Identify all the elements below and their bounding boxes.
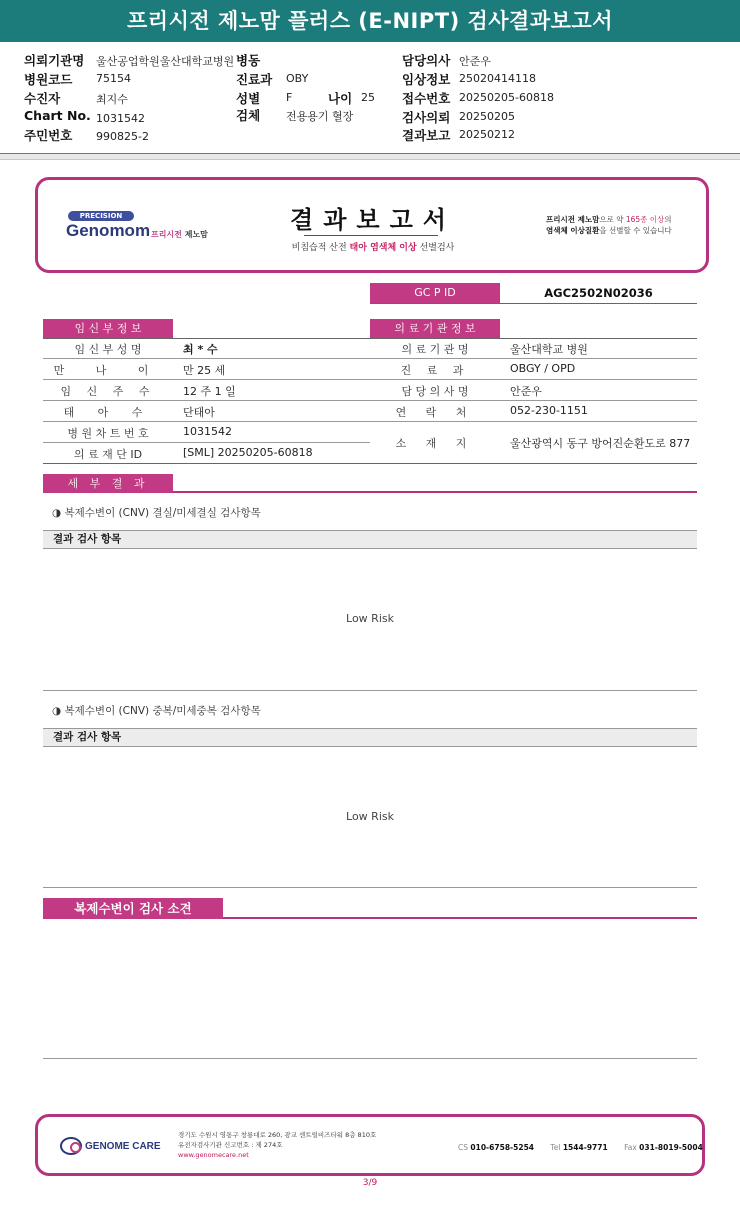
gestational-week-label: 임 신 주 수 [60,385,156,398]
header-value-clinical-info: 25020414118 [459,72,536,85]
header-value-hospital-code: 75154 [96,72,131,85]
report-title-bar: 프리시전 제노맘 플러스 (E-NIPT) 검사결과보고서 [0,0,740,42]
fetus-count-label: 태 아 수 [63,406,153,419]
duplication-result-value: Low Risk [346,810,394,823]
deletion-result-value: Low Risk [346,612,394,625]
header-value-sex: F [286,91,293,104]
footer-banner [35,1114,705,1176]
department-label: 진 료 과 [400,364,470,377]
header-label-specimen: 검체 [236,108,261,123]
banner-tagline: 프리시전 제노맘으로 약 165종 이상의 염색체 이상질환을 선별할 수 있습니다 [546,215,672,235]
info-table-bottom-line [43,463,697,464]
cnv-findings-heading: 복제수변이 검사 소견 [43,898,223,919]
header-value-department: OBY [286,72,309,85]
findings-bottom-line [43,1058,697,1059]
row-divider [43,421,697,422]
header-value-age: 25 [361,91,375,104]
header-label-resident-no: 주민번호 [24,128,73,143]
hospital-chart-no-label: 병 원 차 트 번 호 [67,427,149,440]
info-table-top-line [43,338,697,339]
deletion-section-bottom-line [43,690,697,691]
duplication-section-bottom-line [43,887,697,888]
header-label-sex: 성별 [236,91,261,106]
header-value-report-date: 20250212 [459,128,515,141]
gestational-week-value: 12 주 1 일 [183,385,236,398]
footer-contacts: CS 010-6758-5254 Tel 1544-9771 Fax 031-8019-5004 [458,1143,703,1152]
precision-badge: PRECISION [68,211,134,221]
header-label-patient: 수진자 [24,91,61,106]
header-label-doctor: 담당의사 [402,53,451,68]
header-label-chart-no: Chart No. [24,108,91,123]
genomom-logo: Genomom [66,221,151,240]
hospital-chart-no-value: 1031542 [183,425,232,438]
detail-results-heading: 세 부 결 과 [43,474,173,493]
pregnant-info-heading: 임 신 부 정 보 [43,319,173,338]
foundation-id-value: [SML] 20250205-60818 [183,446,313,459]
pregnant-name-value: 최 * 수 [183,343,218,356]
deletion-result-header: 결과 검사 항목 [43,530,697,549]
page-number: 3/9 [362,1178,378,1188]
report-subtitle: 비침습적 산전 태아 염색체 이상 선별검사 [291,243,455,253]
fetus-count-value: 단태아 [183,406,215,419]
age-label: 만 나 이 [53,364,163,377]
report-main-title: 결과보고서 [290,206,456,234]
row-divider [43,442,370,443]
department-value: OBGY / OPD [510,362,576,375]
header-label-age: 나이 [328,91,353,106]
header-value-request-date: 20250205 [459,110,515,123]
contact-label: 연 락 처 [395,406,475,419]
foundation-id-label: 의 료 재 단 ID [73,448,143,461]
title-underline [304,235,438,236]
findings-heading-rule [223,917,697,919]
header-value-resident-no: 990825-2 [96,130,149,143]
header-value-institution: 울산공업학원울산대학교병원 [96,55,235,68]
location-value: 울산광역시 동구 방어진순환도로 877 [510,437,691,450]
pregnant-name-label: 임 신 부 성 명 [74,343,142,356]
duplication-result-header: 결과 검사 항목 [43,728,697,747]
report-banner [35,177,709,273]
header-label-institution: 의뢰기관명 [24,53,85,68]
header-label-request-date: 검사의뢰 [402,110,451,125]
footer-website-link[interactable]: www.genomecare.net [178,1151,249,1159]
footer-address: 경기도 수원시 영통구 창룡대로 260, 광교 센트럴비즈타워 8층 810호 유전자검사기관 신고번호 : 제 274호 www.genomecare.net [178,1131,377,1159]
institution-name-value: 울산대학교 병원 [510,343,588,356]
institution-name-label: 의 료 기 관 명 [401,343,469,356]
doctor-name-value: 안준우 [510,385,542,398]
contact-value: 052-230-1151 [510,404,588,417]
header-label-ward: 병동 [236,53,261,68]
header-value-doctor: 안준우 [459,55,491,68]
genome-care-brand: GENOME CARE [85,1141,161,1152]
row-divider [43,379,697,380]
gcpid-value: AGC2502N02036 [544,286,653,300]
doctor-name-label: 담 당 의 사 명 [401,385,469,398]
row-divider [43,400,697,401]
row-divider [43,358,697,359]
header-label-clinical-info: 임상정보 [402,72,451,87]
genomom-subtitle: 프리시전 제노맘 [151,230,208,239]
page-separator [0,154,740,160]
header-label-hospital-code: 병원코드 [24,72,73,87]
header-label-department: 진료과 [236,72,273,87]
age-value: 만 25 세 [183,364,226,377]
header-label-report-date: 결과보고 [402,128,451,143]
gcpid-underline [370,303,697,304]
order-info-header [0,42,740,154]
deletion-section-caption: ◑ 복제수변이 (CNV) 결실/미세결실 검사항목 [52,507,261,519]
institution-info-heading: 의 료 기 관 정 보 [370,319,500,338]
location-label: 소 재 지 [395,437,475,450]
duplication-section-caption: ◑ 복제수변이 (CNV) 중복/미세중복 검사항목 [52,705,261,717]
detail-heading-rule [173,491,697,493]
header-value-patient: 최지수 [96,93,128,106]
genome-care-logo-icon [60,1137,82,1155]
header-value-specimen: 전용용기 혈장 [286,110,354,123]
header-value-receipt-no: 20250205-60818 [459,91,554,104]
header-label-receipt-no: 접수번호 [402,91,451,106]
gcpid-label: GC P ID [370,283,500,303]
header-value-chart-no: 1031542 [96,112,145,125]
